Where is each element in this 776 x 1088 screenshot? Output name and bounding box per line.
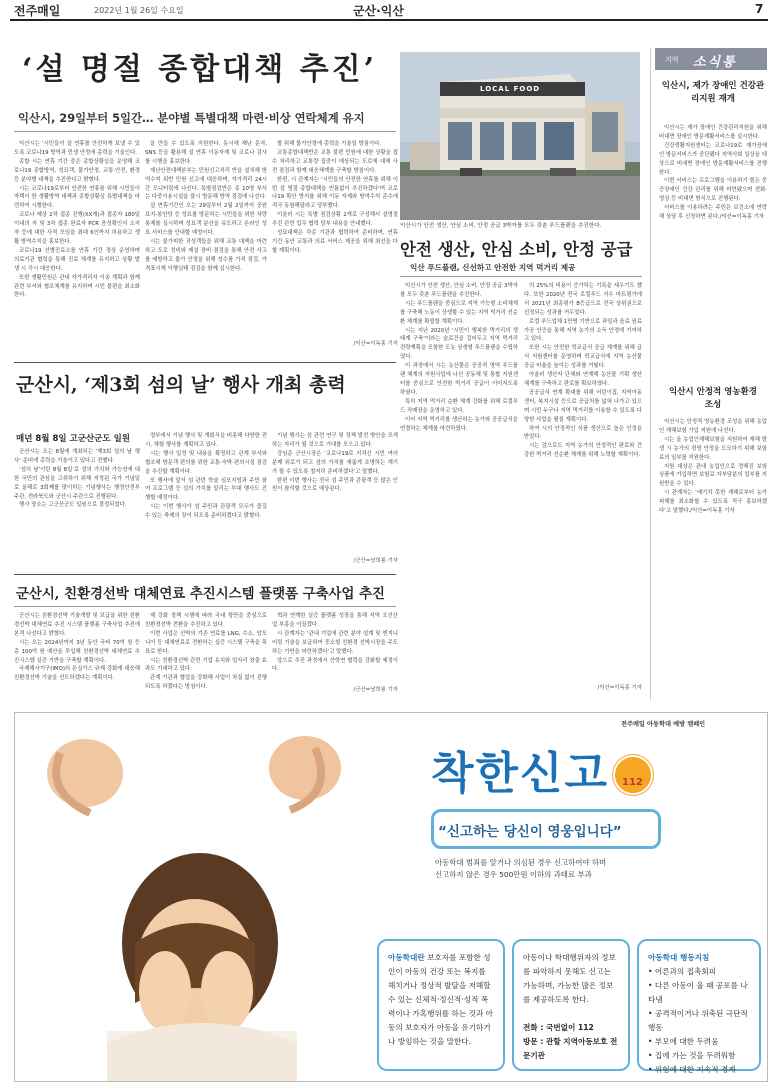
section-name: 군산·익산 bbox=[353, 4, 404, 18]
lead-subhead: 익산시, 29일부터 5일간… 분야별 특별대책 마련·비상 연락체계 유지 bbox=[18, 111, 365, 125]
local-food-photo bbox=[400, 52, 640, 220]
lead-byline: /익산=이독홍 기자 bbox=[353, 341, 398, 347]
ad-box1-title: 아동학대란 bbox=[388, 953, 425, 962]
photo-sign: LOCAL FOOD bbox=[480, 85, 541, 93]
island-col-2: 정부에서 기념 행사 및 개회식을 비롯해 다양한 전시, 체험 행사를 계획하고 있다. 시는 행사 일정 및 내용을 확정하고 관계 부서와 협조해 방문객 편의를 위한 교통·숙박·편의시설 점검을 추진할 계획이다. 또 행사에 앞서 섬 관련 학술 심포지엄과 주민 참여 프로그램 등 섬의 가치를 알리는 부대 행사도 진행할 예정이다. 시는 이번 행사가 섬 주민과 관광객 모두가 즐길 수 있는 축제의 장이 되도록 준비하겠다고 밝혔다. bbox=[145, 433, 267, 520]
ad-badge-number: 112 bbox=[622, 777, 643, 788]
ad-badge-112 bbox=[613, 755, 653, 795]
building-photo bbox=[400, 52, 640, 220]
ad-box1-text: 보호자를 포함한 성인이 아동의 건강 또는 복지를 해치거나 정상적 발달을 저해할 수 있는 신체적·정신적·성적 폭력이나 가혹행위를 하는 것과 아동의 보호자가 아동을 유기하거나 방임하는 것을 말한다. bbox=[388, 953, 494, 1046]
eco-col-2: 제 강화 정책 시행에 따라 국내 항만을 중심으로 친환경선박 전환을 추진하고 있다. 이번 사업은 선박의 기존 연료를 LNG, 수소, 암모니아 등 대체연료로 전환하는 실증 시스템 구축을 목표로 한다. 시는 친환경선박 관련 기업 유치와 일자리 창출 효과도 기대하고 있다. 관계 기관과 협업을 강화해 사업이 차질 없이 진행되도록 하겠다는 방침이다. bbox=[145, 613, 267, 691]
ad-box2-visit: 방문 : 관할 지역아동보호 전문기관 bbox=[523, 1037, 618, 1060]
safety-headline: 안전 생산, 안심 소비, 안정 공급 bbox=[400, 240, 633, 259]
child-illustration bbox=[15, 713, 345, 1082]
ad-box3-item: • 어른과의 접촉회피 bbox=[648, 967, 717, 976]
safety-subhead: 익산 푸드플랜, 신선하고 안전한 지역 먹거리 제공 bbox=[410, 263, 576, 272]
header-rule bbox=[10, 19, 768, 21]
masthead bbox=[0, 0, 776, 20]
eco-col-1: 군산시는 친환경선박 기술개발 및 보급을 위한 친환경선박 대체연료 추진 시스템 플랫폼 구축사업 추진에 본격 나선다고 밝혔다. 시는 오는 2024년까지 3년 동안 국비 70억 원 등 총 100억 원 예산을 투입해 친환경선박 대체연료 추진시스템 실증 기반을 구축할 계획이다. 국제해사기구(IMO)의 온실가스 규제 강화에 대응해 친환경선박 기술을 선도하겠다는 계획이다. bbox=[14, 613, 140, 682]
ad-campaign bbox=[14, 712, 768, 1082]
ad-box3-item: • 부모에 대한 두려움 bbox=[648, 1037, 719, 1046]
sidebar-label: 지역 bbox=[665, 56, 679, 64]
sidebar-banner bbox=[655, 48, 767, 70]
ad-desc-2: 신고하지 않은 경우 500만원 이하의 과태료 부과 bbox=[435, 870, 592, 879]
ad-box3-item: • 위험에 대한 지속적 경계 bbox=[648, 1065, 736, 1074]
ad-info-box-2 bbox=[512, 939, 630, 1071]
ad-info-box-1 bbox=[377, 939, 505, 1071]
lead-headline: ‘설 명절 종합대책 추진’ bbox=[22, 52, 378, 87]
ad-box3-title: 아동학대 행동지침 bbox=[648, 953, 710, 962]
eco-byline: /군산=남희룡 기자 bbox=[353, 687, 398, 693]
ad-campaign-title: 전주매일 아동학대 예방 캠페인 bbox=[621, 721, 706, 728]
safety-col-1: 익산시가 안전 생산, 안심 소비, 안정 공급 3박자를 모두 갖춘 푸드플랜을 추진한다. 시는 푸드플랜을 중심으로 지역 기능형 소비체계를 구축해 노동이 상생할 수 있는 지역 먹거리 선순환 체계를 확립할 계획이다. 시는 지난 2020년 ‘시민이 행복한 먹거리의 생태계 구축’이라는 슬로건을 걸어두고 지역 먹거리 전략계획을 포함한 도농 상생형 푸드플랜을 수립하였다. 이 과정에서 시는 농산물은 공공적 영역 푸드플랜 체계의 지원사업에 나선 공동체 및 통합 지원센터를 중심으로 안전한 먹거리 공급이 이어지도록 하였다. 특히 지역 먹거리 순환 체계 강화를 위해 로컬푸드 직매장을 운영하고 있다. 이어 지역 먹거리를 생산하는 농가와 공공급식을 연결하는 체계를 마련하였다. bbox=[400, 283, 518, 432]
sidebar-title: 소식통 bbox=[693, 55, 737, 70]
island-headline: 군산시, ‘제3회 섬의 날’ 행사 개최 총력 bbox=[16, 374, 346, 396]
sidebar-story-1-title: 익산시, 제가 장애인 건강관리지원 재개 bbox=[661, 81, 765, 104]
ad-desc-1: 아동학대 범죄를 알거나 의심된 경우 신고하여야 하며 bbox=[435, 858, 607, 867]
sidebar-story-2-title: 익산시 안정적 영농환경 조성 bbox=[668, 387, 758, 410]
island-byline: /군산=남희룡 기자 bbox=[353, 558, 398, 564]
safety-col-2: 의 25%의 비용이 증가하는 기록을 세우기도 했다. 또한 2020년 전국 로컬푸드 지수 마트평가에서 2021년 최종평가 B등급으로 전국 상위권으로 선정되는 성과를 거두었다. 로컬 푸드업체 1만명 기반으로 과일과 음료 원료 가공 인증을 통해 지역 농가의 소득 안정에 기여하고 있다. 또한 시는 안전한 학교급식 공급 체계를 위해 급식 지원센터를 운영하며 학교급식에 지역 농산물 공급 비율을 높이는 성과를 거뒀다. 아울러 생산자 단체와 연계해 농산물 기획 생산체계를 구축하고 판로를 확보하였다. 공공급식 연계 확대를 위해 어린이집, 지역아동센터, 복지시설 등으로 공급처를 넓혀 나가고 있으며 시민 누구나 지역 먹거리를 이용할 수 있도록 다양한 사업을 펼칠 계획이다. 하여 시의 안정적인 식품 생산으로 높은 인정을 받았다. 시는 앞으로도 지역 농가의 안정적인 판로와 건강한 먹거리 선순환 체계를 위해 노력할 계획이다. bbox=[524, 283, 642, 459]
ad-box2-text: 아동이나 학대행위자의 정보를 파악하지 못해도 신고는 가능하며, 가능한 많은 정보를 제공하도록 한다. bbox=[523, 953, 616, 1004]
island-col-1: 군산시는 오는 8월에 개최되는 ‘제3회 섬의 날 행사’ 준비에 총력을 기울이고 있다고 전했다. ‘섬의 날’이란 8월 8일’로 섬의 가치와 가능성에 대한 국민의 관심을 고취하기 위해 지정된 국가 기념일로 올해로 3회째를 맞이하는 기념행사는 행정안전부 주관, 전라북도와 군산시 주관으로 진행된다. 행사 장소는 고군산군도 일원으로 결정되었다. bbox=[14, 449, 140, 509]
safety-byline: /익산=이독홍 기자 bbox=[597, 685, 642, 691]
lead-col-3: 할 위해 물가안정에 총력을 기울일 방침이다. 교통종합대책반은 교통 불편 민원에 대한 상황을 접수 처리하고 교통량 집중이 예상되는 도로에 대해 사전 점검과 함께 대응체계를 구축할 방침이다. 한편, 시 관계자는 ‘시민들의 안전한 연휴를 위해 이번 설 명절 종합대책을 빈틈없이 추진하겠다’며 코로나19 확산 방지를 위해 이동 자제와 방역수칙 준수에 적극 동참해달라고 당부했다. 이울러 시는 특별 점검상황 2개로 구성해서 설명절 추진 관련 업무 협력 당부 내용을 안내했다. 성묘대책은 각종 기관과 협력하여 준비하며, 연휴 기간 동안 교통과 의료 서비스 제공을 위해 최선을 다할 계획이다. bbox=[272, 141, 398, 254]
ad-slogan bbox=[431, 809, 661, 849]
ad-box2-phone: 전화 : 국번없이 112 bbox=[523, 1023, 594, 1032]
ad-slogan-text: “신고하는 당신이 영웅입니다” bbox=[438, 824, 622, 840]
sidebar bbox=[650, 48, 766, 700]
ad-box3-item: • 공격적이거나 위축된 극단적 행동 bbox=[648, 1009, 748, 1032]
page-number: 7 bbox=[755, 2, 764, 16]
sidebar-story-1-body: 익산시는 재가 장애인 건강관리지원을 위해 비대면 장애인 방문재활서비스를 실시한다. 건강생활지원센터는 코로나19로 재가장애인 방문서비스가 중단됐다 지역사회 일상을 대상으로 비대면 장애인 방문재활서비스를 진행한다. 이번 서비스는 프로그램을 이용하기 힘든 중증장애인 건강 관리를 위해 마련됐으며 전화·영상 등 비대면 방식으로 진행된다. 서비스를 이용하려는 주민은 보건소에 연락해 상담 후 신청하면 된다./익산=이독홍 기자 bbox=[659, 125, 767, 221]
eco-headline: 군산시, 친환경선박 대체연료 추진시스템 플랫폼 구축사업 추진 bbox=[16, 586, 385, 602]
island-subhead: 매년 8월 8일 고군산군도 일원 bbox=[16, 434, 130, 444]
sidebar-story-2-body: 익산시는 안정적 영농환경 조성을 위해 농업인 재해보험 가입 지원에 나선다. 시는 올 농업인재해보험을 지원하여 재해 발생 시 농가의 경영 안정을 도모하기 위해 보험료의 일부를 지원한다. 지원 대상은 관내 농업인으로 정해진 보험 상품에 가입하면 보험료 자부담분의 일부를 지원받을 수 있다. 시 관계자는 ‘예기치 못한 재해로부터 농가 피해를 최소화할 수 있도록 적극 홍보하겠다’고 말했다./익산=이독홍 기자 bbox=[659, 419, 767, 515]
island-col-3: 기념 행사는 섬 관련 연구 및 정책 발전 방안을 모색하는 자리가 될 것으로 기대를 모으고 있다. 강임준 군산시장은 ‘코로나19로 지치신 시민 여러분께 위로가 되고 섬의 가치를 새롭게 조명하는 계기가 될 수 있도록 철저히 준비하겠다’고 말했다. 한편 이번 행사는 전국 섬 주민과 관광객 등 많은 인원이 참석할 것으로 예상된다. bbox=[272, 433, 398, 493]
ad-box3-item: • 집에 가는 것을 두려워함 bbox=[648, 1051, 736, 1060]
lead-col-1: 익산시는 ‘시민들이 설 연휴를 안전하게 보낼 수 있도록 코로나19 방역과 민생 안정에 총력을 기울인다. 종합 시는 연휴 기간 중은 종합상황실을 운영해 코로나19 종합방역, 성묘객, 물가안정, 교통·안전, 환경 등 분야별 대책을 추진한다고 밝혔다. 시는 코로나19로부터 안전한 연휴를 위해 시민들이 자택이 한 생활방역 대책과 종합상황실 특별대책을 마련하여 시행한다. 코로나 예상 2차 접종 진행(XX개)과 접종자 180일 이내의 자 및 3차 접종 완료자 PCR 음성확인서 소지자 등에 대한 사적 모임을 최대 6인까지 허용하고 생활 방역수칙을 홍보한다. 코로나19 선별진료소를 연휴 기간 정상 운영하며 의료기관 협력을 통해 진료 체계를 유지하고 상황 발생 시 즉시 대응한다. 또한 생활민원은 관내 자가격리자 이송 계획과 함께 관련 부서와 협조체계를 유지하며 시민 불편을 최소화한다. bbox=[14, 141, 140, 299]
photo-caption: 익산시가 안전 생산, 안심 소비, 안정 공급 3박자를 모두 갖춘 푸드플랜을 추진한다. bbox=[400, 223, 602, 229]
paper-name: 전주매일 bbox=[14, 4, 61, 18]
lead-col-2: 을 만들 수 있도록 지원한다. 동시에 재난 문자, SNS 등을 활용해 설 연휴 이동자제 및 코로나 검사를 시행을 홍보한다. 재난안전대책본부는 민원신고처리 반을 설치해 방역수칙 위반 민원 신고에 대응하며, 자가격리 24시간 모니터링에 나선다. 특별점검반은 종 10명 부서는 다중이용시설을 불시 방문해 방역 점검에 나선다. 설 연휴기간인 오는 29일부터 2월 2일까지 공원묘지·봉안당 등 성묘를 방문하는 시민들을 위한 차량 통제를 실시하며 성묘객 분산을 유도하고 온라인 성묘 서비스를 안내할 예정이다. 시는 불가피한 귀성객들을 위해 교통 대책을 마련하고 도로 정비와 제설 장비 점검을 통해 안전 사고를 예방하고 물가 안정을 위해 성수품 가격 점검, 가격표시제 이행실태 점검을 함께 실시한다. bbox=[145, 141, 267, 272]
ad-info-box-3 bbox=[637, 939, 761, 1074]
ad-box3-item: • 다른 아동이 울 때 공포를 나타냄 bbox=[648, 981, 748, 1004]
issue-date: 2022년 1월 26일 수요일 bbox=[94, 6, 184, 15]
ad-title: 착한신고 bbox=[431, 748, 610, 799]
eco-col-3: 혁과 연계한 실증 플랫폼 성장을 통해 지역 조선산업 부흥을 이끌겠다. 시 관계자는 ‘관내 기업에 관련 분야 설계 및 엔지니어링 기술을 보급하여 중소형 친환경 선박시장을 주도하는 기반을 마련하겠다’고 말했다. 앞으로 추진 과정에서 산학연 협력을 강화할 예정이다. bbox=[272, 613, 398, 673]
